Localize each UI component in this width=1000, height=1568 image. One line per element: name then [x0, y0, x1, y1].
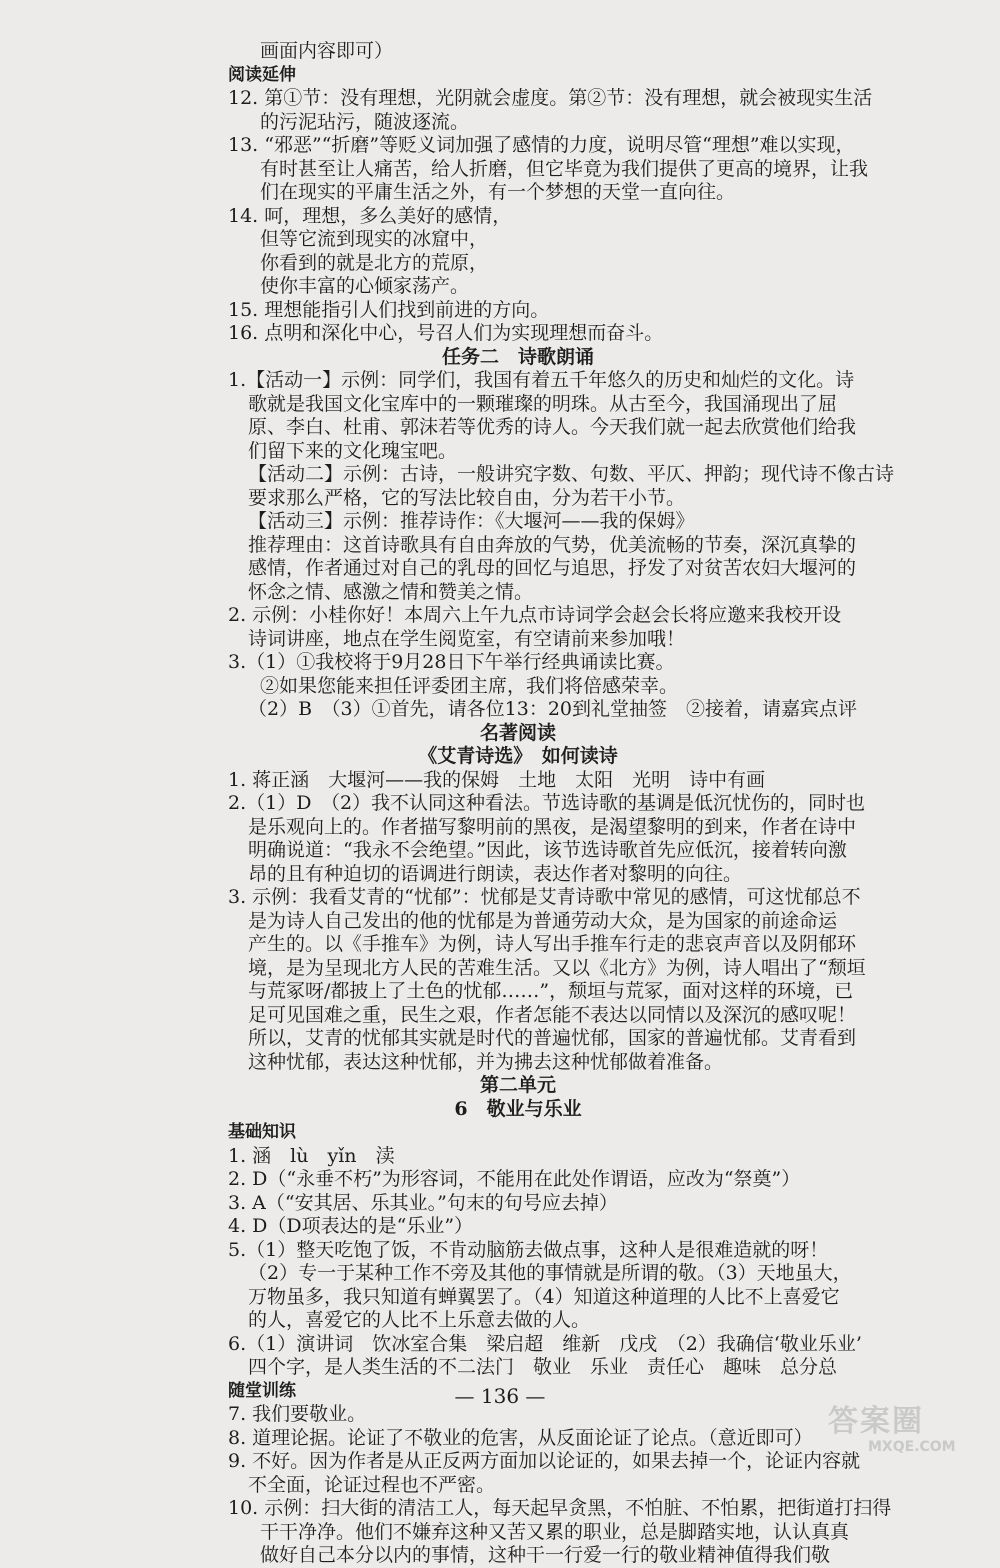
text-line: 怀念之情、感激之情和赞美之情。: [248, 580, 534, 603]
text-line: 9. 不好。因为作者是从正反两方面加以论证的，如果去掉一个，论证内容就: [228, 1450, 861, 1472]
title-heading: 第二单元: [479, 1074, 556, 1096]
text-line: 但等它流到现实的冰窟中，: [260, 228, 489, 250]
text-line: （2）B （3）①首先，请各位13：20到礼堂抽签 ②接着，请嘉宾点评: [248, 698, 857, 720]
text-line: 3. A（“安其居、乐其业。”句末的句号应去掉）: [228, 1191, 618, 1214]
text-line: 14. 呵，理想，多么美好的感情，: [228, 204, 512, 227]
text-line: 【活动二】示例：古诗，一般讲究字数、句数、平仄、押韵；现代诗不像古诗: [248, 463, 895, 485]
title-heading: 《艾青诗选》 如何读诗: [418, 745, 618, 767]
text-line: 是为诗人自己发出的他的忧郁是为普通劳动大众，是为国家的前途命运: [248, 909, 838, 932]
text-line: 感情，作者通过对自己的乳母的回忆与追思，抒发了对贫苦农妇大堰河的: [248, 557, 857, 579]
text-line: 有时甚至让人痛苦，给人折磨，但它毕竟为我们提供了更高的境界，让我: [260, 157, 869, 180]
text-line: 2. 示例：小桂你好！本周六上午九点市诗词学会赵会长将应邀来我校开设: [228, 604, 842, 626]
section-heading: 随堂训练: [228, 1380, 296, 1401]
title-heading: 任务二 诗歌朗诵: [441, 345, 594, 368]
text-line: 【活动三】示例：推荐诗作：《大堰河——我的保姆》: [248, 510, 695, 532]
text-line: ②如果您能来担任评委团主席，我们将倍感荣幸。: [260, 674, 679, 697]
text-line: 明确说道：“我永不会绝望。”因此，该节选诗歌首先应低沉，接着转向激: [248, 839, 847, 861]
text-line: 们留下来的文化瑰宝吧。: [248, 439, 458, 462]
text-line: 原、李白、杜甫、郭沫若等优秀的诗人。今天我们就一起去欣赏他们给我: [248, 416, 857, 438]
watermark-logo: [828, 1405, 993, 1457]
title-heading: 名著阅读: [479, 721, 556, 744]
text-line: （2）专一于某种工作不旁及其他的事情就是所谓的敬。（3）天地虽大，: [248, 1262, 852, 1284]
text-line: 12. 第①节：没有理想，光阴就会虚度。第②节：没有理想，就会被现实生活: [228, 87, 873, 109]
text-line: 做好自己本分以内的事情，这种干一行爱一行的敬业精神值得我们敬: [260, 1544, 831, 1566]
text-line: 四个字，是人类生活的不二法门 敬业 乐业 责任心 趣味 总分总: [248, 1356, 838, 1378]
text-line: 15. 理想能指引人们找到前进的方向。: [228, 298, 550, 321]
text-line: 的污泥玷污，随波逐流。: [260, 110, 470, 133]
text-line: 16. 点明和深化中心，号召人们为实现理想而奋斗。: [228, 322, 664, 344]
text-line: 5.（1）整天吃饱了饭，不肯动脑筋去做点事，这种人是很难造就的呀！: [228, 1238, 829, 1261]
text-line: 4. D（D项表达的是“乐业”）: [228, 1215, 474, 1237]
text-line: 是乐观向上的。作者描写黎明前的黑夜，是渴望黎明的到来，作者在诗中: [248, 815, 857, 838]
text-line: 2. D（“永垂不朽”为形容词，不能用在此处作谓语，应改为“祭奠”）: [228, 1168, 801, 1190]
section-heading: 阅读延伸: [228, 64, 296, 85]
page-number: — 136 —: [454, 1384, 546, 1408]
text-line: 8. 道理论据。论证了不敬业的危害，从反面论证了论点。（意近即可）: [228, 1426, 813, 1449]
text-line: 境，是为呈现北方人民的苦难生活。又以《北方》为例，诗人唱出了“颓垣: [248, 956, 866, 979]
text-line: 你看到的就是北方的荒原，: [260, 251, 489, 274]
text-line: 3. 示例：我看艾青的“忧郁”：忧郁是艾青诗歌中常见的感情，可这忧郁总不: [228, 886, 861, 908]
text-line: 所以，艾青的忧郁其实就是时代的普遍忧郁，国家的普遍忧郁。艾青看到: [248, 1027, 857, 1049]
text-line: 13. “邪恶”“折磨”等贬义词加强了感情的力度，说明尽管“理想”难以实现，: [228, 134, 855, 156]
text-line: 与荒冢呀/都披上了土色的忧郁……”，颓垣与荒冢，面对这样的环境，已: [248, 980, 854, 1002]
text-line: 产生的。以《手推车》为例，诗人写出手推车行走的悲哀声音以及阴郁环: [248, 933, 857, 955]
text-line: 1. 涵 lù yǐn 渎: [228, 1144, 395, 1167]
title-heading: 6 敬业与乐业: [454, 1097, 582, 1120]
text-line: 2.（1）D （2）我不认同这种看法。节选诗歌的基调是低沉忧伤的，同时也: [228, 792, 866, 814]
watermark-text: 答案圈: [828, 1404, 924, 1439]
text-line: 万物虽多，我只知道有蝉翼罢了。（4）知道这种道理的人比不上喜爱它: [248, 1285, 840, 1308]
section-heading: 基础知识: [228, 1122, 296, 1142]
text-line: 昂的且有种迫切的语调进行朗读，表达作者对黎明的向往。: [248, 862, 743, 885]
text-line: 要求那么严格，它的写法比较自由，分为若干小节。: [248, 486, 686, 509]
text-line: 推荐理由：这首诗歌具有自由奔放的气势，优美流畅的节奏，深沉真挚的: [248, 533, 857, 556]
text-line: 6.（1）演讲词 饮冰室合集 梁启超 维新 戊戌 （2）我确信‘敬业乐业’: [228, 1332, 862, 1355]
text-line: 足可见国难之重，民生之艰，作者怎能不表达以同情以及深沉的感叹呢！: [248, 1003, 857, 1026]
text-line: 画面内容即可）: [260, 40, 394, 62]
text-line: 干干净净。他们不嫌弃这种又苦又累的职业，总是脚踏实地，认认真真: [260, 1520, 850, 1543]
text-line: 10. 示例：扫大街的清洁工人，每天起早贪黑，不怕脏、不怕累，把街道打扫得: [228, 1497, 892, 1519]
text-line: 的人，喜爱它的人比不上乐意去做的人。: [248, 1309, 591, 1331]
text-line: 1. 蒋正涵 大堰河——我的保姆 土地 太阳 光明 诗中有画: [228, 768, 766, 791]
text-line: 3.（1）①我校将于9月28日下午举行经典诵读比赛。: [228, 651, 675, 673]
text-line: 歌就是我国文化宝库中的一颗璀璨的明珠。从古至今，我国涌现出了屈: [248, 392, 838, 415]
text-line: 诗词讲座，地点在学生阅览室，有空请前来参加哦！: [248, 627, 686, 650]
text-line: 这种忧郁，表达这种忧郁，并为拂去这种忧郁做着准备。: [248, 1050, 724, 1073]
watermark-url: MXQE.COM: [868, 1439, 956, 1455]
text-line: 们在现实的平庸生活之外，有一个梦想的天堂一直向往。: [260, 181, 736, 203]
text-line: 7. 我们要敬业。: [228, 1403, 367, 1425]
text-line: 1.【活动一】示例：同学们，我国有着五千年悠久的历史和灿烂的文化。诗: [228, 369, 855, 391]
text-line: 使你丰富的心倾家荡产。: [260, 275, 470, 297]
text-line: 不全面，论证过程也不严密。: [248, 1473, 496, 1496]
